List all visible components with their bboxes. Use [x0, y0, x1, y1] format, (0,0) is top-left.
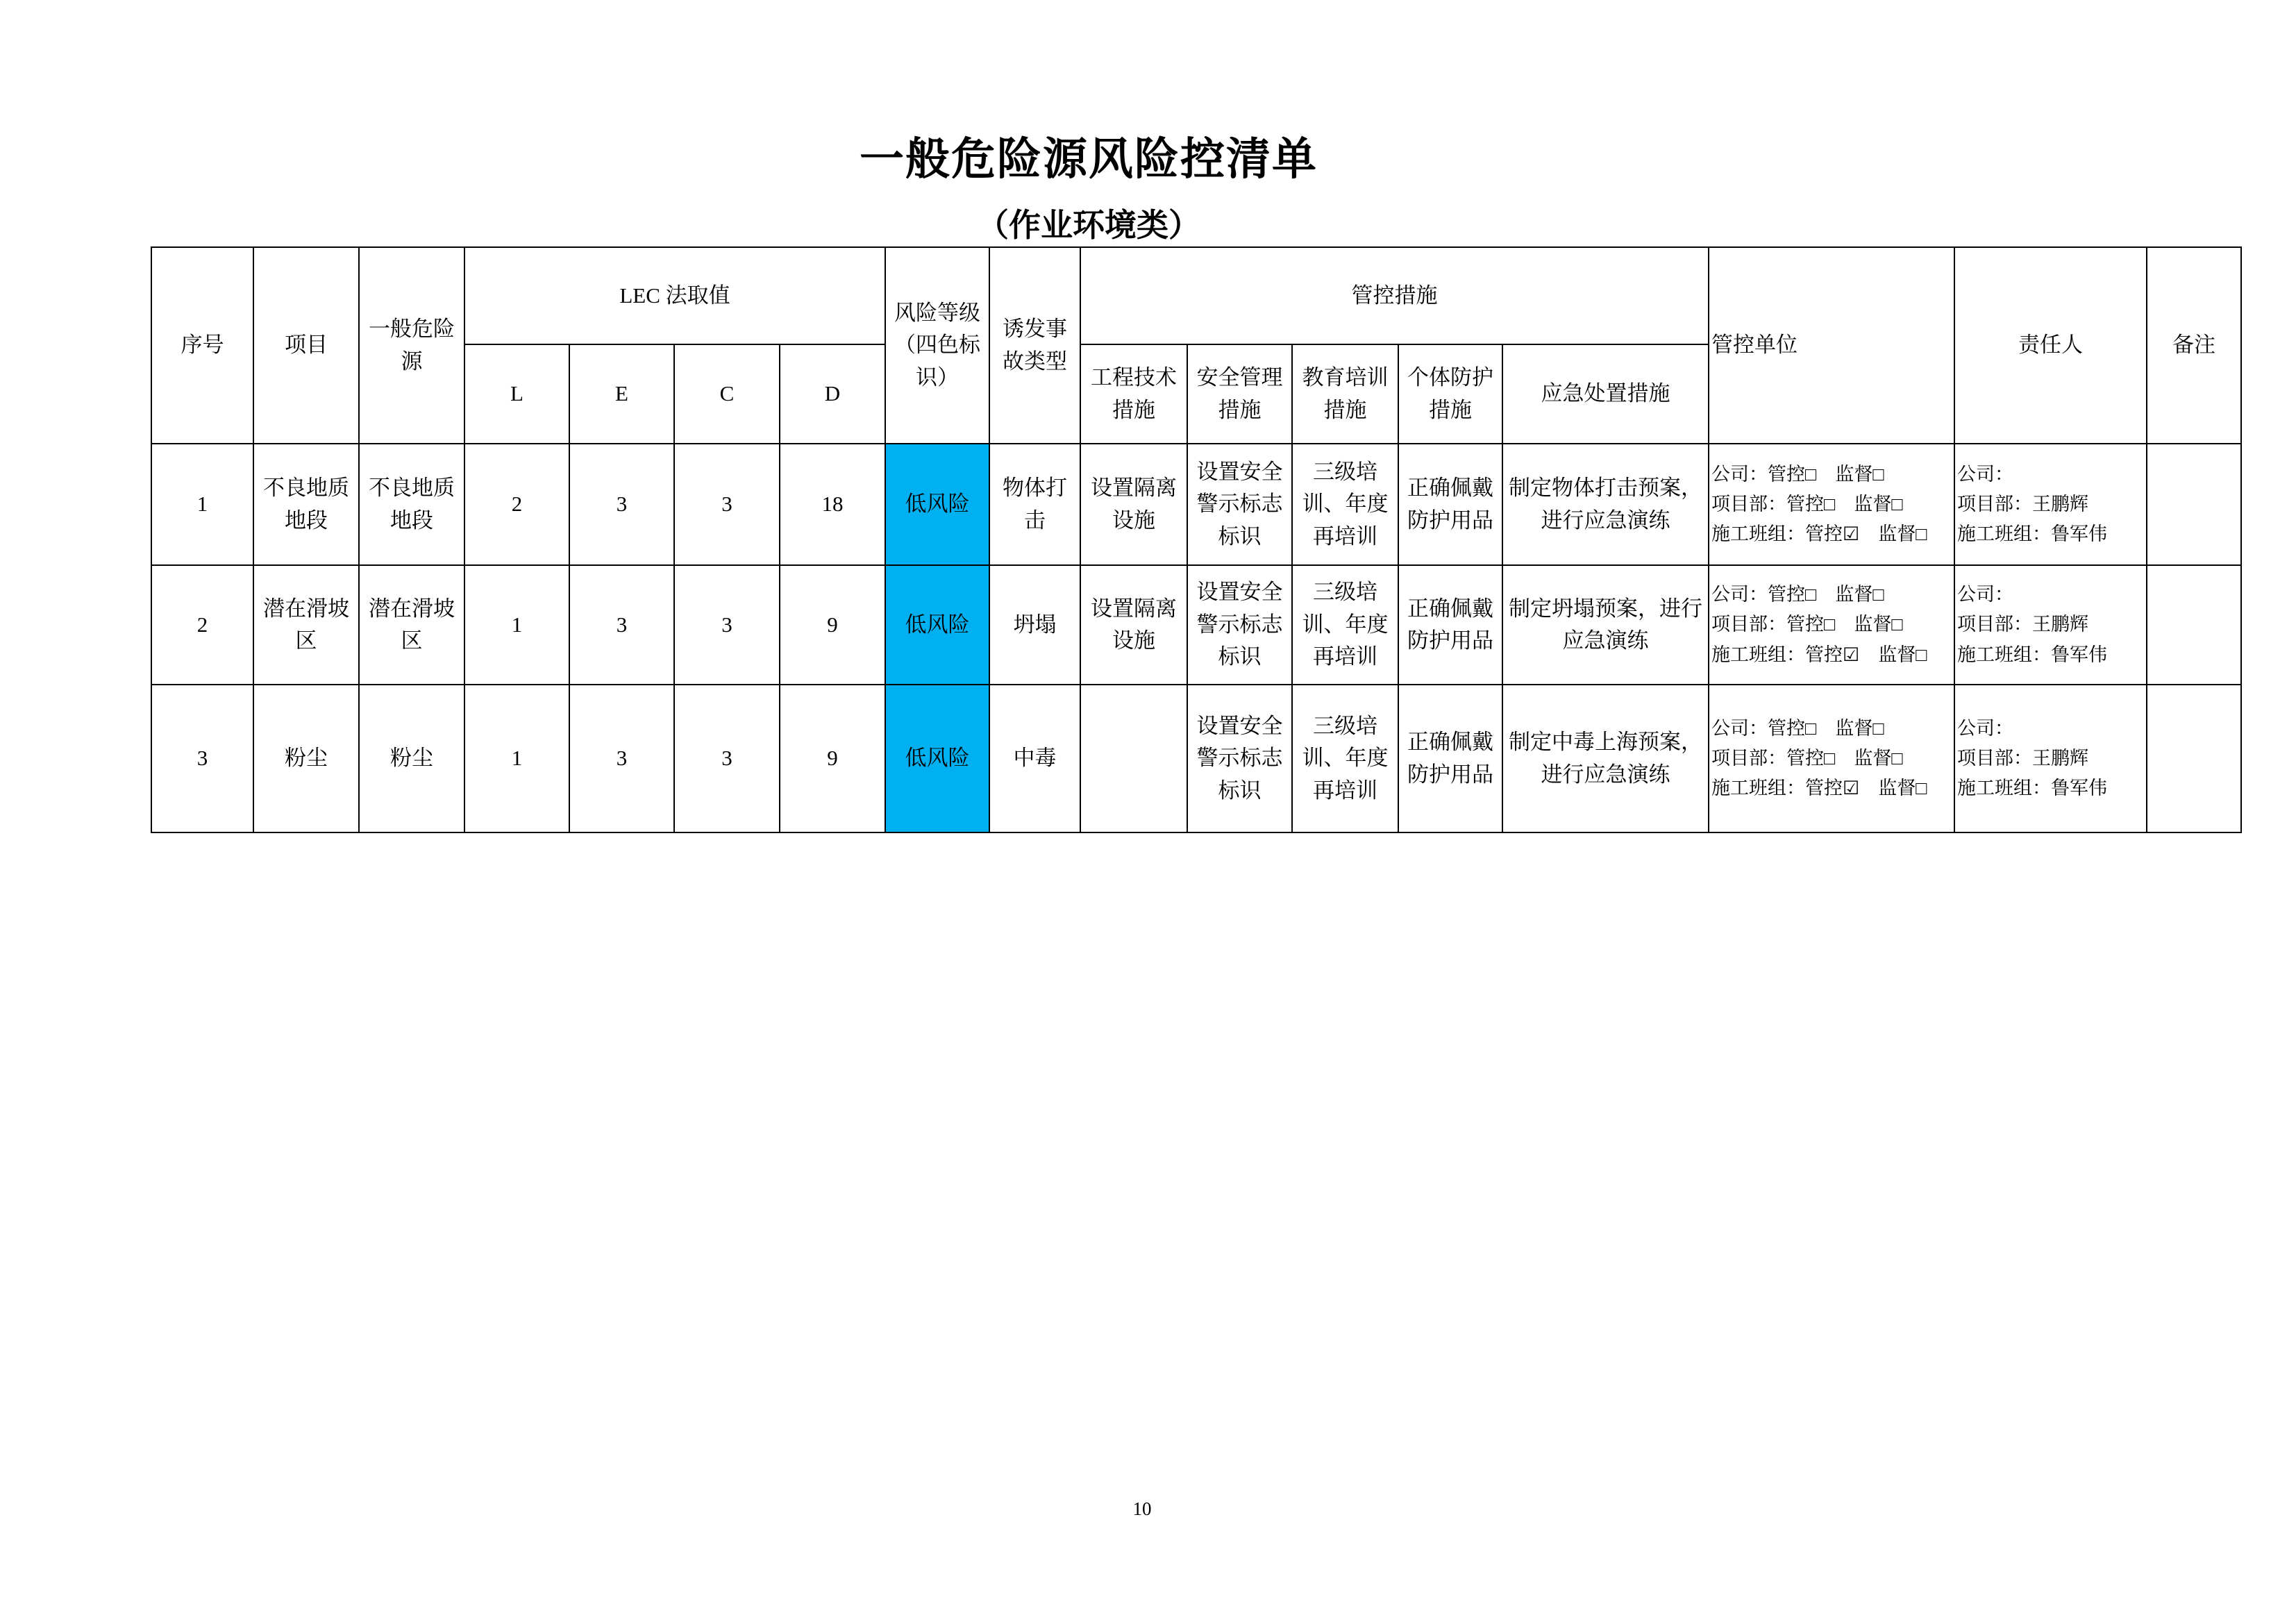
header-l: L — [464, 344, 569, 444]
header-control-unit: 管控单位 — [1709, 247, 1954, 444]
header-engineering: 工程技术措施 — [1080, 344, 1187, 444]
risk-level-cell: 低风险 — [885, 685, 989, 832]
page-number: 10 — [1132, 1498, 1152, 1519]
responsible-company-line: 公司： — [1957, 584, 2014, 605]
header-management: 安全管理措施 — [1187, 344, 1292, 444]
header-risk-level: 风险等级（四色标识） — [885, 247, 989, 444]
header-d: D — [780, 344, 885, 444]
header-education: 教育培训措施 — [1292, 344, 1398, 444]
header-responsible: 责任人 — [1954, 247, 2147, 444]
protection-measure-cell: 正确佩戴防护用品 — [1398, 685, 1502, 832]
remark-cell — [2147, 685, 2241, 832]
remark-cell — [2147, 565, 2241, 685]
lec-d-cell: 18 — [780, 444, 885, 565]
lec-e-cell: 3 — [569, 444, 674, 565]
project-cell: 不良地质地段 — [253, 444, 359, 565]
project-cell: 潜在滑坡区 — [253, 565, 359, 685]
risk-level-cell: 低风险 — [885, 444, 989, 565]
control-unit-projectdept-line: 项目部：管控□ 监督□ — [1711, 747, 1903, 769]
table-row — [151, 444, 2241, 565]
header-c: C — [674, 344, 780, 444]
lec-c-cell: 3 — [674, 565, 780, 685]
control-unit-crew-line: 施工班组：管控☑ 监督□ — [1711, 778, 1927, 799]
protection-measure-cell: 正确佩戴防护用品 — [1398, 444, 1502, 565]
project-cell: 粉尘 — [253, 685, 359, 832]
header-accident-type: 诱发事故类型 — [989, 247, 1080, 444]
control-unit-cell — [1709, 685, 1954, 832]
header-e: E — [569, 344, 674, 444]
control-unit-company-line: 公司：管控□ 监督□ — [1711, 463, 1884, 485]
risk-level-cell: 低风险 — [885, 565, 989, 685]
lec-e-cell: 3 — [569, 685, 674, 832]
header-row-1 — [151, 247, 2241, 344]
header-remark: 备注 — [2147, 247, 2241, 444]
hazard-cell: 粉尘 — [359, 685, 464, 832]
responsible-crew-line: 施工班组：鲁军伟 — [1957, 524, 2108, 545]
table-row — [151, 685, 2241, 832]
control-unit-company-line: 公司：管控□ 监督□ — [1711, 584, 1884, 605]
lec-c-cell: 3 — [674, 685, 780, 832]
responsible-projectdept-line: 项目部：王鹏辉 — [1957, 747, 2089, 769]
table-row — [151, 565, 2241, 685]
control-unit-cell — [1709, 444, 1954, 565]
header-lec-group: LEC 法取值 — [464, 247, 885, 344]
responsible-cell — [1954, 444, 2147, 565]
header-project: 项目 — [253, 247, 359, 444]
control-unit-crew-line: 施工班组：管控☑ 监督□ — [1711, 524, 1927, 545]
responsible-crew-line: 施工班组：鲁军伟 — [1957, 644, 2108, 665]
lec-l-cell: 1 — [464, 565, 569, 685]
header-measures-group: 管控措施 — [1080, 247, 1709, 344]
risk-control-table — [151, 246, 2242, 833]
header-hazard: 一般危险源 — [359, 247, 464, 444]
header-protection: 个体防护措施 — [1398, 344, 1502, 444]
emergency-measure-cell: 制定坍塌预案，进行应急演练 — [1502, 565, 1709, 685]
responsible-projectdept-line: 项目部：王鹏辉 — [1957, 493, 2089, 514]
engineering-measure-cell: 设置隔离设施 — [1080, 444, 1187, 565]
management-measure-cell: 设置安全警示标志标识 — [1187, 685, 1292, 832]
accident-type-cell: 中毒 — [989, 685, 1080, 832]
education-measure-cell: 三级培训、年度再培训 — [1292, 685, 1398, 832]
responsible-projectdept-line: 项目部：王鹏辉 — [1957, 614, 2089, 635]
control-unit-crew-line: 施工班组：管控☑ 监督□ — [1711, 644, 1927, 665]
lec-d-cell: 9 — [780, 685, 885, 832]
lec-l-cell: 2 — [464, 444, 569, 565]
page-subtitle: （作业环境类） — [977, 207, 1200, 243]
accident-type-cell: 坍塌 — [989, 565, 1080, 685]
control-unit-projectdept-line: 项目部：管控□ 监督□ — [1711, 493, 1903, 514]
header-emergency: 应急处置措施 — [1502, 344, 1709, 444]
lec-l-cell: 1 — [464, 685, 569, 832]
protection-measure-cell: 正确佩戴防护用品 — [1398, 565, 1502, 685]
lec-e-cell: 3 — [569, 565, 674, 685]
lec-c-cell: 3 — [674, 444, 780, 565]
responsible-company-line: 公司： — [1957, 717, 2014, 739]
serial-cell: 1 — [151, 444, 253, 565]
lec-d-cell: 9 — [780, 565, 885, 685]
responsible-crew-line: 施工班组：鲁军伟 — [1957, 778, 2108, 799]
header-serial: 序号 — [151, 247, 253, 444]
emergency-measure-cell: 制定物体打击预案，进行应急演练 — [1502, 444, 1709, 565]
responsible-company-line: 公司： — [1957, 463, 2014, 485]
hazard-cell: 不良地质地段 — [359, 444, 464, 565]
responsible-cell — [1954, 565, 2147, 685]
engineering-measure-cell — [1080, 685, 1187, 832]
emergency-measure-cell: 制定中毒上海预案，进行应急演练 — [1502, 685, 1709, 832]
serial-cell: 3 — [151, 685, 253, 832]
control-unit-projectdept-line: 项目部：管控□ 监督□ — [1711, 614, 1903, 635]
control-unit-company-line: 公司：管控□ 监督□ — [1711, 717, 1884, 739]
education-measure-cell: 三级培训、年度再培训 — [1292, 565, 1398, 685]
control-unit-cell — [1709, 565, 1954, 685]
engineering-measure-cell: 设置隔离设施 — [1080, 565, 1187, 685]
management-measure-cell: 设置安全警示标志标识 — [1187, 565, 1292, 685]
accident-type-cell: 物体打击 — [989, 444, 1080, 565]
remark-cell — [2147, 444, 2241, 565]
responsible-cell — [1954, 685, 2147, 832]
serial-cell: 2 — [151, 565, 253, 685]
management-measure-cell: 设置安全警示标志标识 — [1187, 444, 1292, 565]
education-measure-cell: 三级培训、年度再培训 — [1292, 444, 1398, 565]
hazard-cell: 潜在滑坡区 — [359, 565, 464, 685]
page-title: 一般危险源风险控清单 — [860, 134, 1318, 184]
